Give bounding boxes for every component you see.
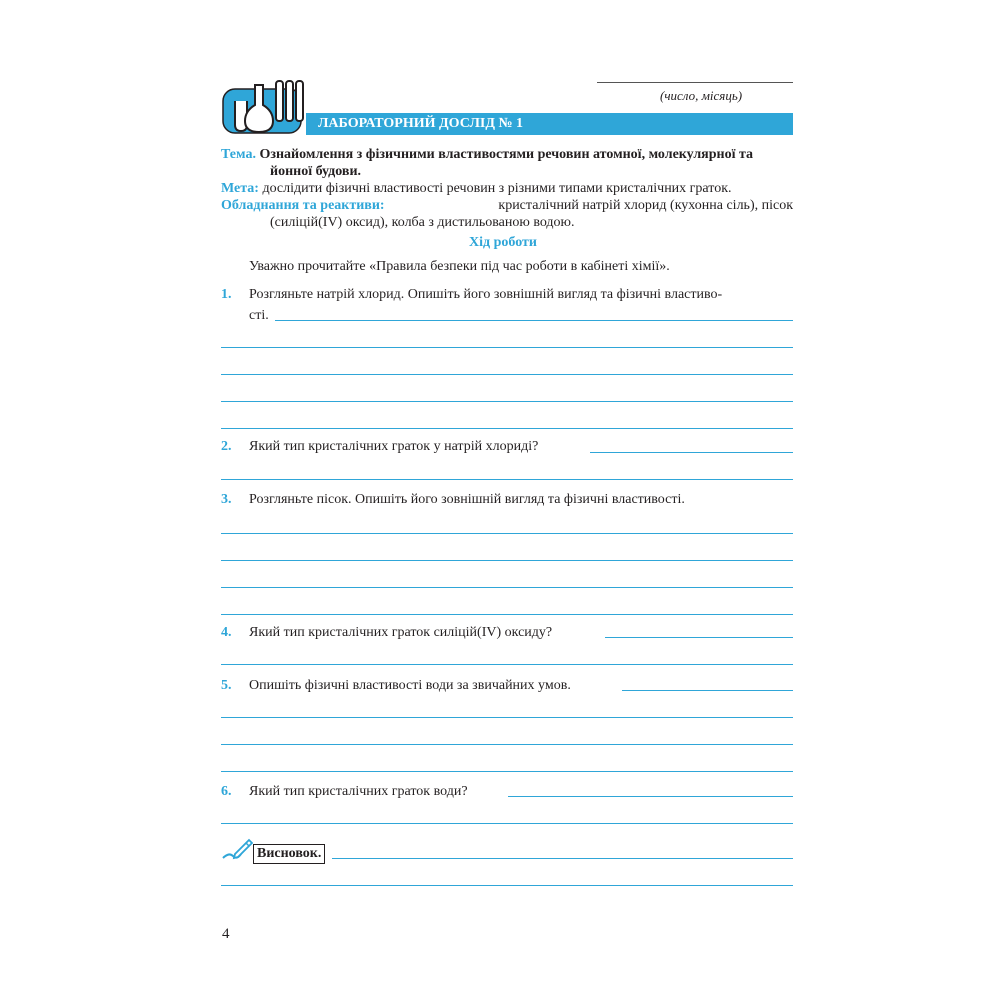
answer-line[interactable]: [221, 717, 793, 718]
answer-line[interactable]: [221, 771, 793, 772]
answer-line[interactable]: [221, 533, 793, 534]
answer-line[interactable]: [590, 452, 793, 453]
answer-line[interactable]: [221, 347, 793, 348]
topic-label: Тема.: [221, 147, 256, 162]
question-3-number: 3.: [221, 492, 232, 507]
lab-glassware-icon: [221, 79, 311, 135]
question-1-line-2: сті.: [249, 308, 269, 323]
question-1-number: 1.: [221, 287, 232, 302]
question-2-text: Який тип кристалічних граток у натрій хлориді?: [249, 439, 539, 454]
aim-line: [221, 180, 732, 198]
answer-line[interactable]: [275, 320, 793, 321]
question-2-number: 2.: [221, 439, 232, 454]
answer-line[interactable]: [221, 374, 793, 375]
answer-line[interactable]: [221, 664, 793, 665]
question-1-line-1: [221, 286, 722, 304]
date-line: [597, 82, 793, 83]
answer-line[interactable]: [221, 614, 793, 615]
aim-label: Мета:: [221, 181, 259, 196]
answer-line[interactable]: [332, 858, 793, 859]
question-5-number: 5.: [221, 678, 232, 693]
question-6: [221, 783, 468, 801]
question-6-text: Який тип кристалічних граток води?: [249, 784, 468, 799]
lab-banner-title: ЛАБОРАТОРНИЙ ДОСЛІД № 1: [306, 113, 793, 135]
equipment-label: Обладнання та реактиви:: [221, 198, 385, 213]
answer-line[interactable]: [221, 479, 793, 480]
date-caption: (число, місяць): [660, 88, 743, 103]
aim-text: дослідити фізичні властивості речовин з різними типами кристалічних граток.: [262, 181, 732, 196]
answer-line[interactable]: [622, 690, 793, 691]
question-5-text: Опишіть фізичні властивості води за звичайних умов.: [249, 678, 571, 693]
answer-line[interactable]: [221, 744, 793, 745]
question-4: [221, 624, 552, 642]
question-6-number: 6.: [221, 784, 232, 799]
page-number: 4: [222, 926, 230, 942]
safety-note: Уважно прочитайте «Правила безпеки під час роботи в кабінеті хімії».: [249, 259, 670, 274]
answer-line[interactable]: [221, 428, 793, 429]
conclusion-label: Висновок.: [253, 844, 325, 864]
procedure-heading: Хід роботи: [469, 235, 537, 250]
question-5: [221, 677, 571, 695]
question-1-text: Розгляньте натрій хлорид. Опишіть його зовнішній вигляд та фізичні властиво-: [249, 287, 723, 302]
answer-line[interactable]: [221, 885, 793, 886]
answer-line[interactable]: [221, 823, 793, 824]
pen-writing-icon: [221, 838, 253, 862]
answer-line[interactable]: [221, 560, 793, 561]
answer-line[interactable]: [508, 796, 793, 797]
equipment-line-2: (силіцій(IV) оксид), колба з дистильованою водою.: [270, 215, 575, 230]
question-3: [221, 491, 685, 509]
question-4-text: Який тип кристалічних граток силіцій(IV) оксиду?: [249, 625, 553, 640]
answer-line[interactable]: [605, 637, 793, 638]
topic-text: Ознайомлення з фізичними властивостями речовин атомної, молекулярної та: [259, 147, 754, 162]
equipment-text-1: кристалічний натрій хлорид (кухонна сіль), пісок: [498, 198, 793, 213]
answer-line[interactable]: [221, 401, 793, 402]
answer-line[interactable]: [221, 587, 793, 588]
topic-line-1: [221, 146, 753, 164]
topic-line-2: йонної будови.: [270, 164, 362, 179]
question-4-number: 4.: [221, 625, 232, 640]
equipment-line-1: [221, 197, 793, 215]
question-3-text: Розгляньте пісок. Опишіть його зовнішній вигляд та фізичні властивості.: [249, 492, 685, 507]
question-2: [221, 438, 538, 456]
